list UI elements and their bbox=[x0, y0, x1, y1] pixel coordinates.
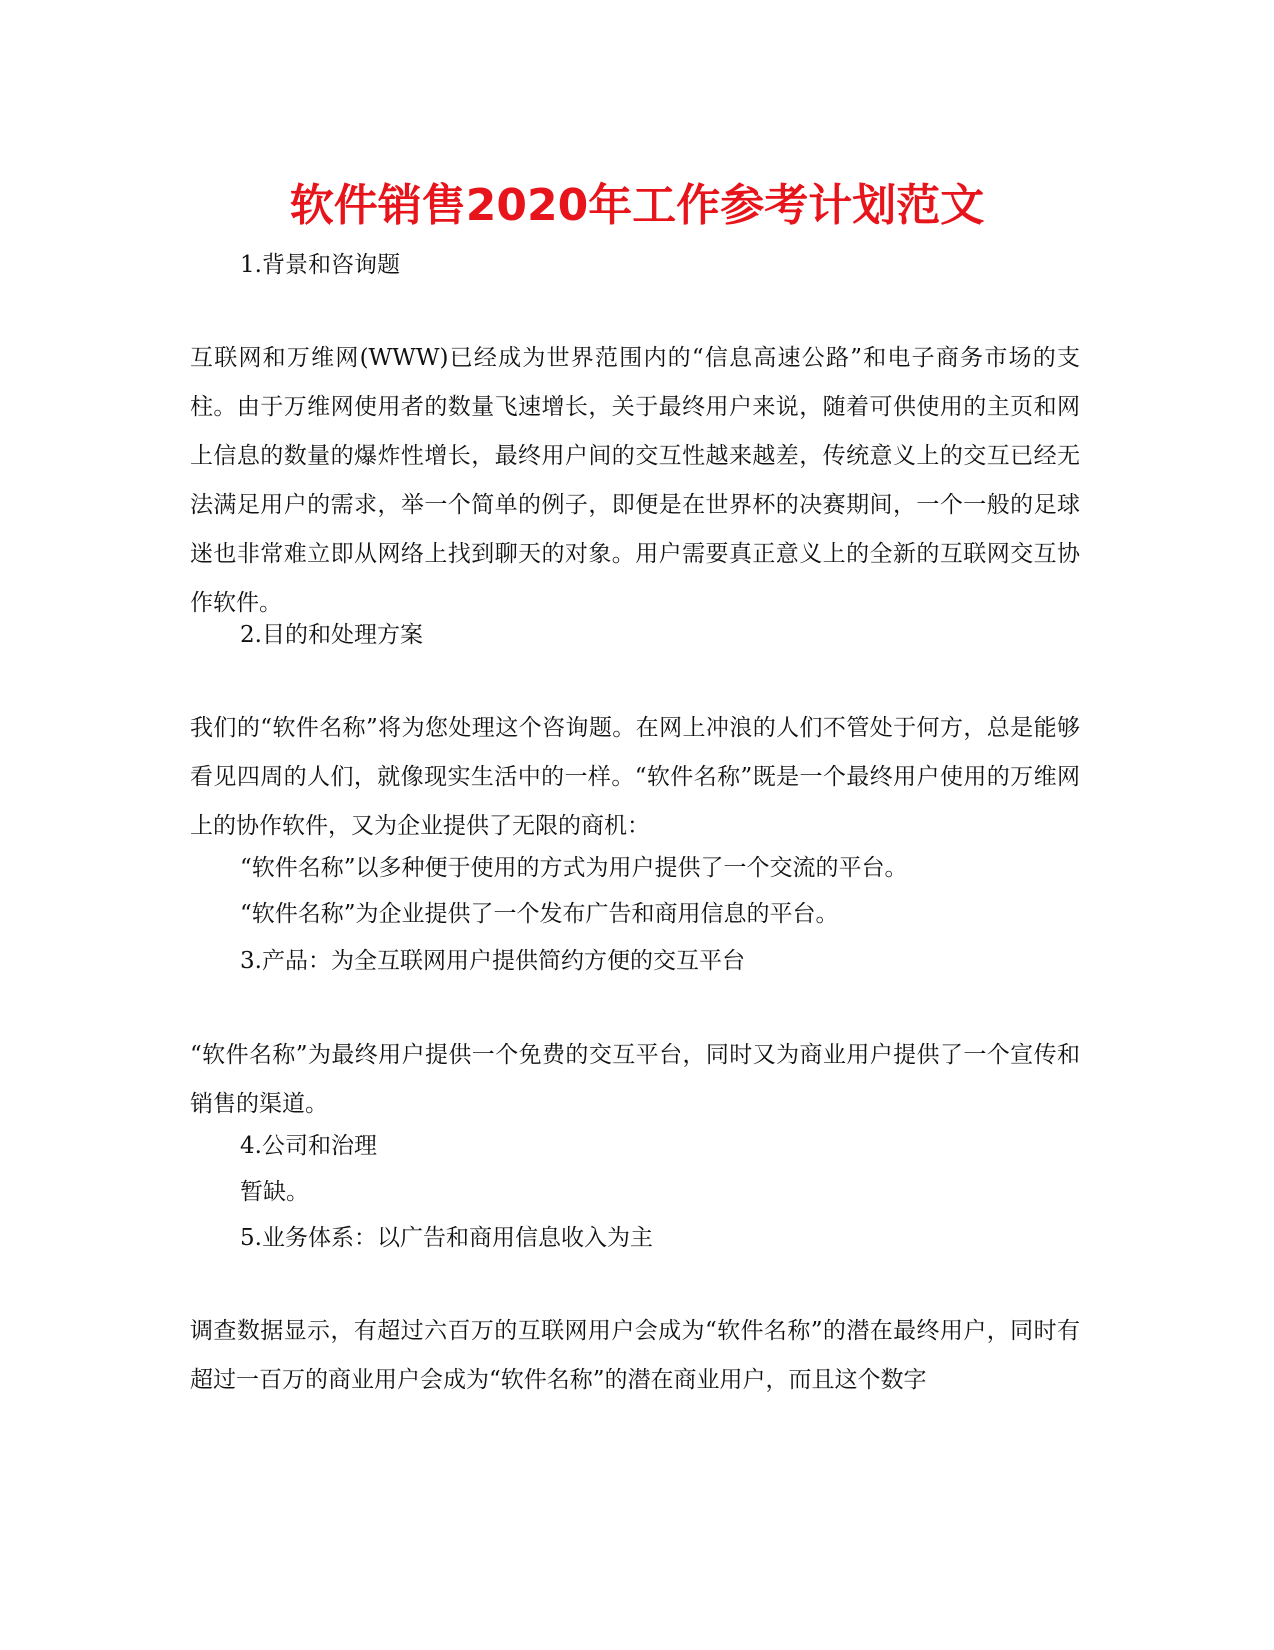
section-2-item-1: “软件名称”以多种便于使用的方式为用户提供了一个交流的平台。 bbox=[240, 855, 908, 881]
section-1-paragraph: 互联网和万维网(WWW)已经成为世界范围内的“信息高速公路”和电子商务市场的支柱。由于万维网使用者的数量飞速增长，关于最终用户来说，随着可供使用的主页和网上信息的数量的爆炸性增长，最终用户间的交互性越来越差，传统意义上的交互已经无法满足用户的需求，举一个简单的例子，即便是在世界杯的决赛期间，一个一般的足球迷也非常难立即从网络上找到聊天的对象。用户需要真正意义上的全新的互联网交互协作软件。 bbox=[190, 345, 1080, 616]
section-4-text: 暂缺。 bbox=[240, 1179, 309, 1205]
section-3-paragraph: “软件名称”为最终用户提供一个免费的交互平台，同时又为商业用户提供了一个宣传和销售的渠道。 bbox=[190, 1042, 1080, 1117]
section-2-paragraph: 我们的“软件名称”将为您处理这个咨询题。在网上冲浪的人们不管处于何方，总是能够看见四周的人们，就像现实生活中的一样。“软件名称”既是一个最终用户使用的万维网上的协作软件，又为企业提供了无限的商机： bbox=[190, 715, 1080, 839]
section-5-paragraph: 调查数据显示，有超过六百万的互联网用户会成为“软件名称”的潜在最终用户，同时有超过一百万的商业用户会成为“软件名称”的潜在商业用户，而且这个数字 bbox=[190, 1318, 1080, 1393]
section-1-heading: 1.背景和咨询题 bbox=[240, 252, 400, 278]
section-4-heading: 4.公司和治理 bbox=[240, 1133, 377, 1159]
document-title: 软件销售2020年工作参考计划范文 bbox=[289, 180, 985, 231]
section-5-heading: 5.业务体系：以广告和商用信息收入为主 bbox=[240, 1225, 653, 1251]
section-3-heading: 3.产品：为全互联网用户提供简约方便的交互平台 bbox=[240, 948, 745, 974]
section-2-heading: 2.目的和处理方案 bbox=[240, 622, 423, 648]
section-2-item-2: “软件名称”为企业提供了一个发布广告和商用信息的平台。 bbox=[240, 901, 839, 927]
